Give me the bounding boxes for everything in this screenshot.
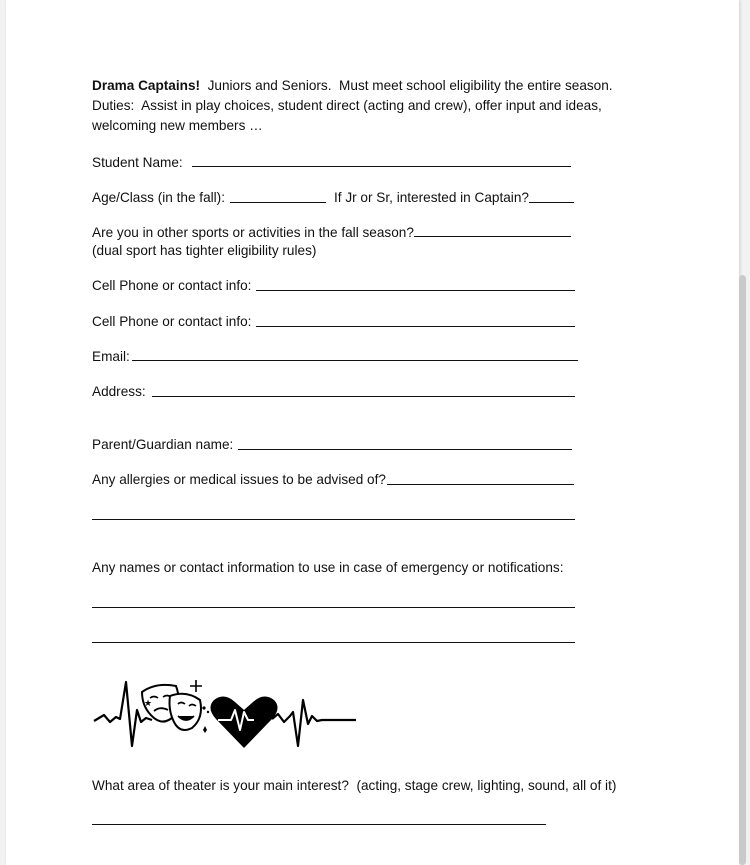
captain-line[interactable]	[529, 202, 574, 203]
svg-text:★: ★	[144, 699, 153, 709]
other-sports-label: Are you in other sports or activities in the fall season?	[92, 225, 414, 240]
cell-phone-2-line[interactable]	[256, 326, 575, 327]
scrollbar[interactable]	[739, 275, 746, 865]
other-sports-line[interactable]	[414, 236, 571, 237]
dual-sport-note: (dual sport has tighter eligibility rules)	[92, 243, 317, 258]
cell-phone-1-label: Cell Phone or contact info:	[92, 278, 252, 293]
age-class-label: Age/Class (in the fall):	[92, 190, 225, 205]
intro-line-1	[92, 76, 613, 95]
intro-line-3: welcoming new members …	[92, 118, 263, 133]
intro-line-2: Duties: Assist in play choices, student direct (acting and crew), offer input and ideas,	[92, 98, 602, 113]
address-line[interactable]	[152, 396, 575, 397]
intro-title: Drama Captains!	[92, 78, 201, 93]
emergency-line-2[interactable]	[92, 642, 575, 643]
cell-phone-2-label: Cell Phone or contact info:	[92, 314, 252, 329]
captain-label: If Jr or Sr, interested in Captain?	[334, 190, 529, 205]
student-name-label: Student Name:	[92, 155, 183, 170]
drama-masks-icon	[142, 680, 209, 733]
main-interest-line[interactable]	[92, 824, 546, 825]
allergies-label: Any allergies or medical issues to be advised of?	[92, 472, 386, 487]
parent-label: Parent/Guardian name:	[92, 437, 234, 452]
parent-line[interactable]	[238, 449, 572, 450]
allergies-extra-line[interactable]	[92, 519, 575, 520]
intro-line-1-text: Juniors and Seniors. Must meet school eligibility the entire season.	[200, 78, 613, 93]
form-page	[6, 0, 739, 865]
student-name-line[interactable]	[192, 166, 571, 167]
emergency-label: Any names or contact information to use in case of emergency or notifications:	[92, 560, 564, 575]
age-class-line[interactable]	[230, 202, 326, 203]
main-interest-label: What area of theater is your main interest? (acting, stage crew, lighting, sound, all of it)	[92, 778, 617, 793]
allergies-line[interactable]	[387, 484, 574, 485]
ecg-line-right	[272, 700, 356, 746]
heart-icon	[210, 696, 277, 748]
email-line[interactable]	[132, 360, 578, 361]
heartbeat-masks-graphic	[90, 672, 356, 752]
emergency-line-1[interactable]	[92, 607, 575, 608]
cell-phone-1-line[interactable]	[256, 290, 575, 291]
email-label: Email:	[92, 349, 130, 364]
address-label: Address:	[92, 384, 146, 399]
